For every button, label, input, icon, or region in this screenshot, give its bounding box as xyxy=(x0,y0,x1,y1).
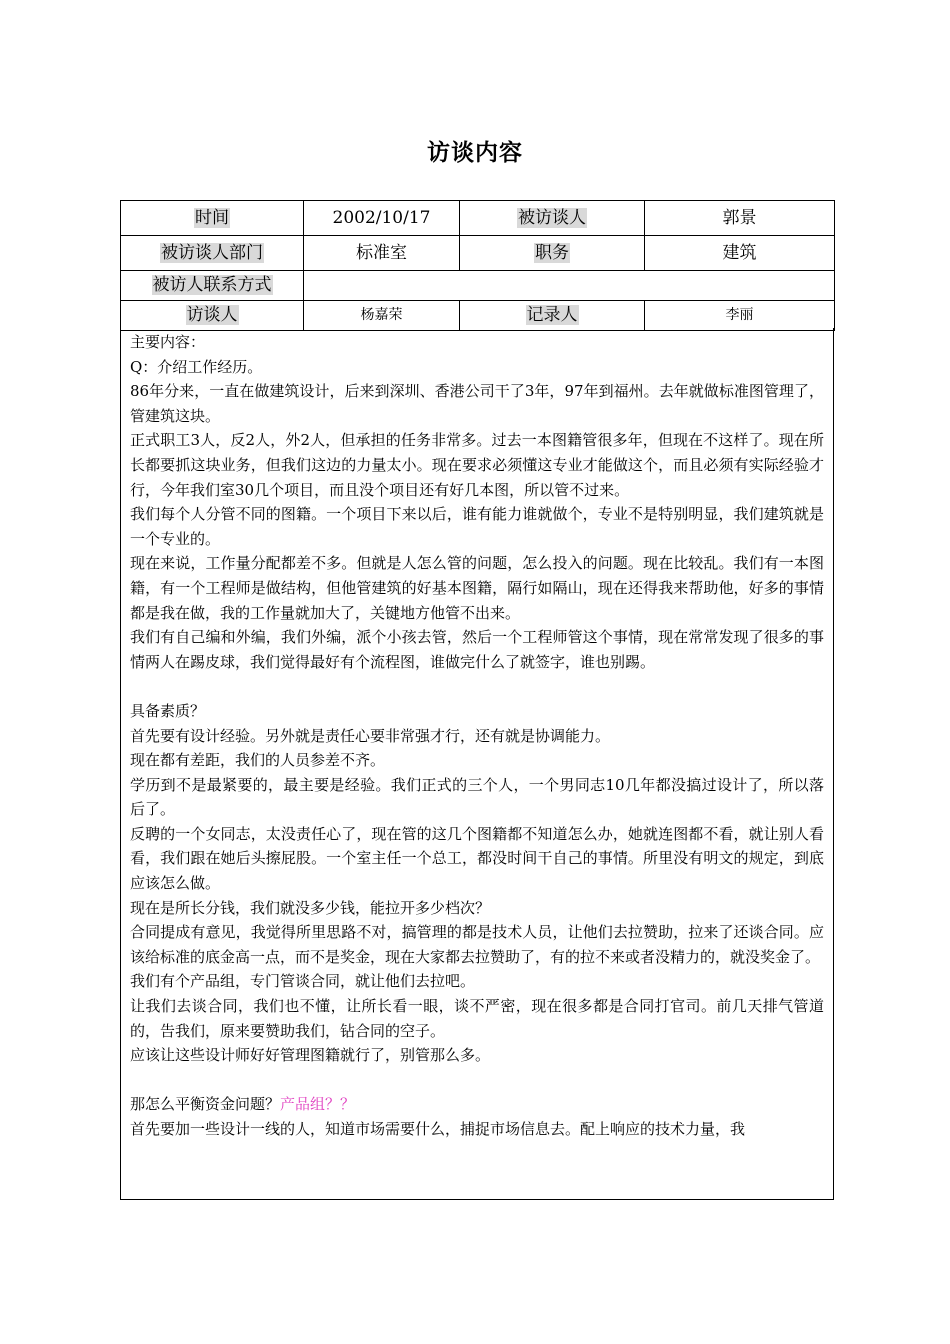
paragraph: 现在都有差距，我们的人员参差不齐。 xyxy=(130,751,386,770)
info-row-time xyxy=(121,201,835,236)
paragraph: 反聘的一个女同志，太没责任心了，现在管的这几个图籍都不知道怎么办，她就连图都不看，就让别人看看，我们跟在她后头擦屁股。一个室主任一个总工，都没时间干自己的事情。所里没有明文的规定，到底应该怎么做。 xyxy=(130,824,824,893)
time-value: 2002/10/17 xyxy=(304,201,460,236)
contact-value xyxy=(304,271,835,301)
interviewee-label: 被访谈人 xyxy=(518,207,586,228)
position-label: 职务 xyxy=(535,242,569,263)
interviewer-label-cell xyxy=(121,301,304,331)
paragraph: Q：介绍工作经历。 xyxy=(130,357,263,376)
dept-label-cell xyxy=(121,236,304,271)
paragraph: 我们有个产品组，专门管谈合同，就让他们去拉吧。 xyxy=(130,972,476,991)
interviewee-label-cell xyxy=(460,201,645,236)
question-text: 那怎么平衡资金问题？ xyxy=(130,1095,281,1114)
recorder-label: 记录人 xyxy=(526,305,578,326)
question-note: 产品组？？ xyxy=(280,1095,356,1114)
blank-line xyxy=(130,674,824,699)
paragraph: 86年分来，一直在做建筑设计，后来到深圳、香港公司干了3年，97年到福州。去年就做标准图管理了，管建筑这块。 xyxy=(130,382,824,425)
info-row-dept xyxy=(121,236,835,271)
paragraph: 合同提成有意见，我觉得所里思路不对，搞管理的都是技术人员，让他们去拉赞助，拉来了还谈合同。应该给标准的底金高一点，而不是奖金，现在大家都去拉赞助了，有的拉不来或者没精力的，就没奖金了。 xyxy=(130,923,824,966)
interviewer-label: 访谈人 xyxy=(186,305,238,326)
contact-label: 被访人联系方式 xyxy=(152,275,272,296)
recorder-value: 李丽 xyxy=(645,301,835,331)
paragraph: 正式职工3人，反2人，外2人，但承担的任务非常多。过去一本图籍管很多年，但现在不这样了。现在所长都要抓这块业务，但我们这边的力量太小。现在要求必须懂这专业才能做这个，而且必须有实际经验才行，今年我们室30几个项目，而且没个项目还有好几本图，所以管不过来。 xyxy=(130,431,824,499)
main-content-box xyxy=(120,328,834,1200)
time-label-cell xyxy=(121,201,304,236)
paragraph: 应该让这些设计师好好管理图籍就行了，别管那么多。 xyxy=(130,1046,491,1065)
page-title: 访谈内容 xyxy=(427,140,523,166)
interviewer-value: 杨嘉荣 xyxy=(304,301,460,331)
paragraph: 首先要有设计经验。另外就是责任心要非常强才行，还有就是协调能力。 xyxy=(130,726,611,745)
paragraph: 让我们去谈合同，我们也不懂，让所长看一眼，谈不严密，现在很多都是合同打官司。前几天排气管道的，告我们，原来要赞助我们，钻合同的空子。 xyxy=(130,997,824,1040)
interview-info-table xyxy=(120,200,835,331)
paragraph: 我们有自己编和外编，我们外编，派个小孩去管，然后一个工程师管这个事情，现在常常发现了很多的事情两人在踢皮球，我们觉得最好有个流程图，谁做完什么了就签字，谁也别踢。 xyxy=(130,628,824,671)
position-label-cell xyxy=(460,236,645,271)
paragraph: 我们每个人分管不同的图籍。一个项目下来以后，谁有能力谁就做个，专业不是特别明显，我们建筑就是一个专业的。 xyxy=(130,505,824,548)
paragraph: 现在来说，工作量分配都差不多。但就是人怎么管的问题，怎么投入的问题。现在比较乱。我们有一本图籍，有一个工程师是做结构，但他管建筑的好基本图籍，隔行如隔山，现在还得我来帮助他，好多的事情都是我在做，我的工作量就加大了，关键地方他管不出来。 xyxy=(130,554,824,622)
paragraph: 学历到不是最紧要的，最主要是经验。我们正式的三个人，一个男同志10几年都没搞过设计了，所以落后了。 xyxy=(130,775,824,819)
paragraph: 首先要加一些设计一线的人，知道市场需要什么，捕捉市场信息去。配上响应的技术力量，我 xyxy=(130,1120,746,1138)
interviewee-value: 郭景 xyxy=(645,201,835,236)
dept-label: 被访谈人部门 xyxy=(161,242,263,263)
paragraph: 具备素质？ xyxy=(130,701,206,720)
time-label: 时间 xyxy=(195,207,229,228)
position-value: 建筑 xyxy=(645,236,835,271)
paragraph-with-note xyxy=(130,1092,824,1117)
content-heading: 主要内容： xyxy=(130,333,206,351)
paragraph: 现在是所长分钱，我们就没多少钱，能拉开多少档次？ xyxy=(130,898,491,917)
info-row-contact xyxy=(121,271,835,301)
dept-value: 标准室 xyxy=(304,236,460,271)
recorder-label-cell xyxy=(460,301,645,331)
blank-line xyxy=(130,1068,824,1093)
info-row-interviewer xyxy=(121,301,835,331)
contact-label-cell xyxy=(121,271,304,301)
